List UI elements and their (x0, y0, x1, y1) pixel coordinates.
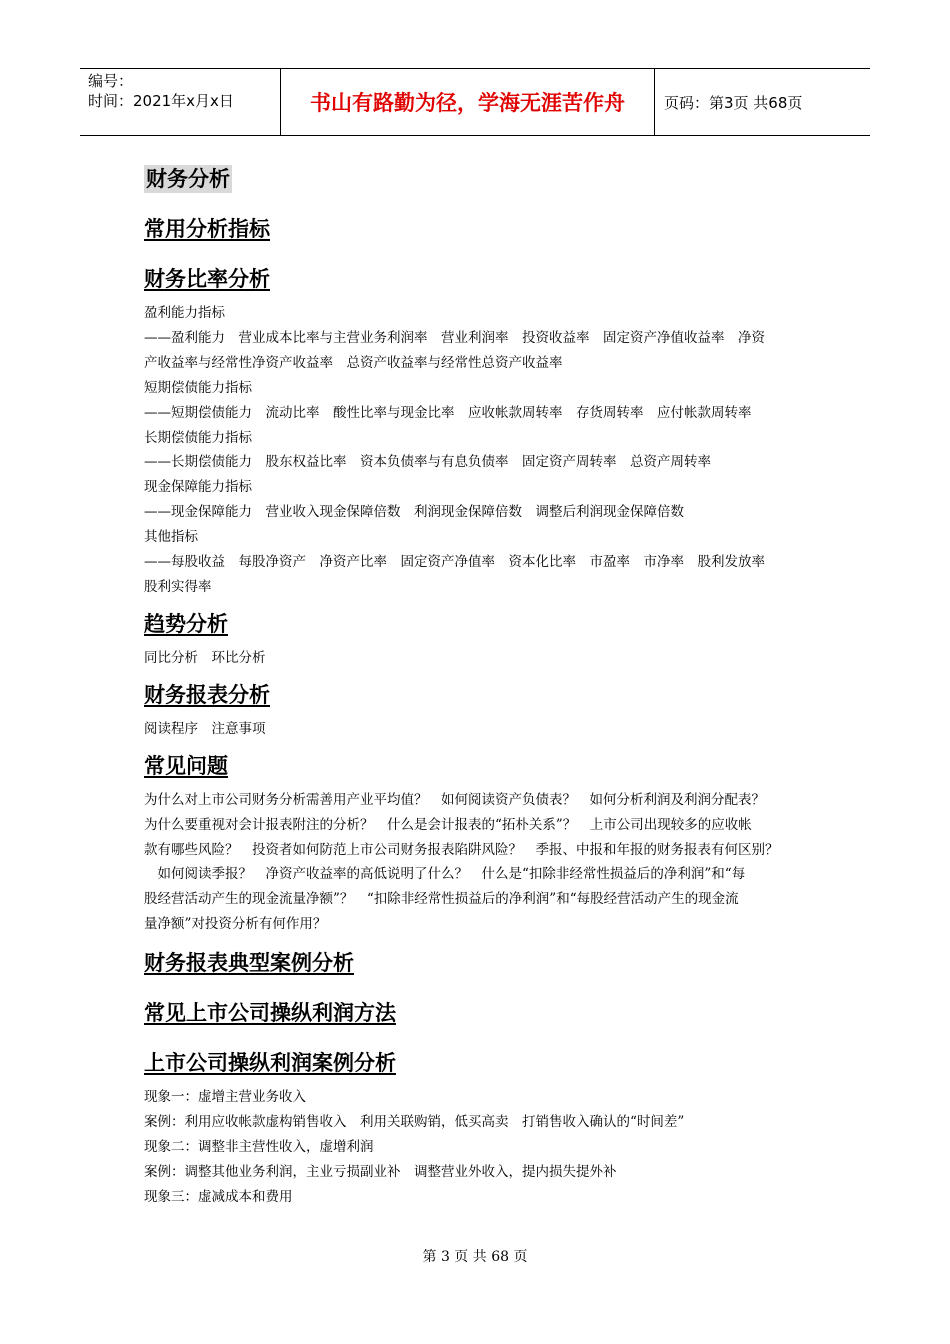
paragraph-line: ——每股收益 每股净资产 净资产比率 固定资产净值率 资本化比率 市盈率 市净率 股利发放率 (144, 554, 765, 571)
paragraph-line: 为什么要重视对会计报表附注的分析？ 什么是会计报表的“拓朴关系”？ 上市公司出现较多的应收帐 (144, 816, 752, 833)
document-date: 时间：2021年x月x日 (88, 92, 234, 110)
paragraph-line: 案例：调整其他业务利润，主业亏损副业补 调整营业外收入，提内损失提外补 (144, 1163, 617, 1180)
paragraph-line: 现象一：虚增主营业务收入 (144, 1089, 306, 1106)
paragraph-line: 长期偿债能力指标 (144, 429, 252, 446)
section-heading: 常见问题 (144, 753, 228, 778)
paragraph-line: 其他指标 (144, 529, 198, 546)
paragraph-line: 同比分析 环比分析 (144, 649, 266, 666)
section-heading: 财务分析 (146, 167, 230, 191)
section-heading: 上市公司操纵利润案例分析 (144, 1051, 396, 1076)
paragraph-line: 量净额”对投资分析有何作用？ (144, 916, 327, 933)
paragraph-line: 现金保障能力指标 (144, 479, 252, 496)
paragraph-line: ——短期偿债能力 流动比率 酸性比率与现金比率 应收帐款周转率 存货周转率 应付帐款周转率 (144, 404, 752, 421)
section-heading: 常用分析指标 (144, 217, 270, 241)
paragraph-line: 产收益率与经常性净资产收益率 总资产收益率与经常性总资产收益率 (144, 354, 563, 371)
paragraph-line: 如何阅读季报？ 净资产收益率的高低说明了什么？ 什么是“扣除非经常性损益后的净利润”和“每 (144, 866, 746, 883)
paragraph-line: 短期偿债能力指标 (144, 379, 252, 396)
document-number-label: 编号： (88, 72, 134, 90)
page-header (80, 68, 870, 136)
header-slogan: 书山有路勤为径，学海无涯苦作舟 (281, 69, 655, 135)
paragraph-line: 股经营活动产生的现金流量净额”？ “扣除非经常性损益后的净利润”和“每股经营活动产生的现金流 (144, 891, 739, 908)
paragraph-line: 盈利能力指标 (144, 305, 225, 321)
section-heading: 趋势分析 (144, 611, 228, 636)
section-heading: 财务报表典型案例分析 (144, 951, 354, 976)
section-heading: 财务报表分析 (144, 682, 270, 707)
paragraph-line: ——盈利能力 营业成本比率与主营业务利润率 营业利润率 投资收益率 固定资产净值收益率 净资 (144, 329, 765, 346)
section-heading: 常见上市公司操纵利润方法 (144, 1001, 396, 1026)
paragraph-line: 股利实得率 (144, 578, 212, 595)
section-heading: 财务比率分析 (144, 267, 270, 291)
document-body (144, 165, 824, 1210)
header-page-info: 页码：第3页 共68页 (664, 93, 803, 112)
paragraph-line: 款有哪些风险？ 投资者如何防范上市公司财务报表陷阱风险？ 季报、中报和年报的财务报表有何区别？ (144, 841, 779, 858)
paragraph-line: 现象三：虚减成本和费用 (144, 1188, 293, 1205)
paragraph-line: ——长期偿债能力 股东权益比率 资本负债率与有息负债率 固定资产周转率 总资产周转率 (144, 454, 711, 471)
page-footer: 第 3 页 共 68 页 (422, 1249, 528, 1265)
paragraph-line: 现象二：调整非主营性收入，虚增利润 (144, 1138, 374, 1155)
paragraph-line: 为什么对上市公司财务分析需善用产业平均值？ 如何阅读资产负债表？ 如何分析利润及利润分配表？ (144, 791, 765, 808)
header-meta (80, 69, 281, 135)
paragraph-line: ——现金保障能力 营业收入现金保障倍数 利润现金保障倍数 调整后利润现金保障倍数 (144, 504, 684, 521)
paragraph-line: 案例：利用应收帐款虚构销售收入 利用关联购销，低买高卖 打销售收入确认的“时间差” (144, 1114, 685, 1131)
paragraph-line: 阅读程序 注意事项 (144, 720, 266, 737)
